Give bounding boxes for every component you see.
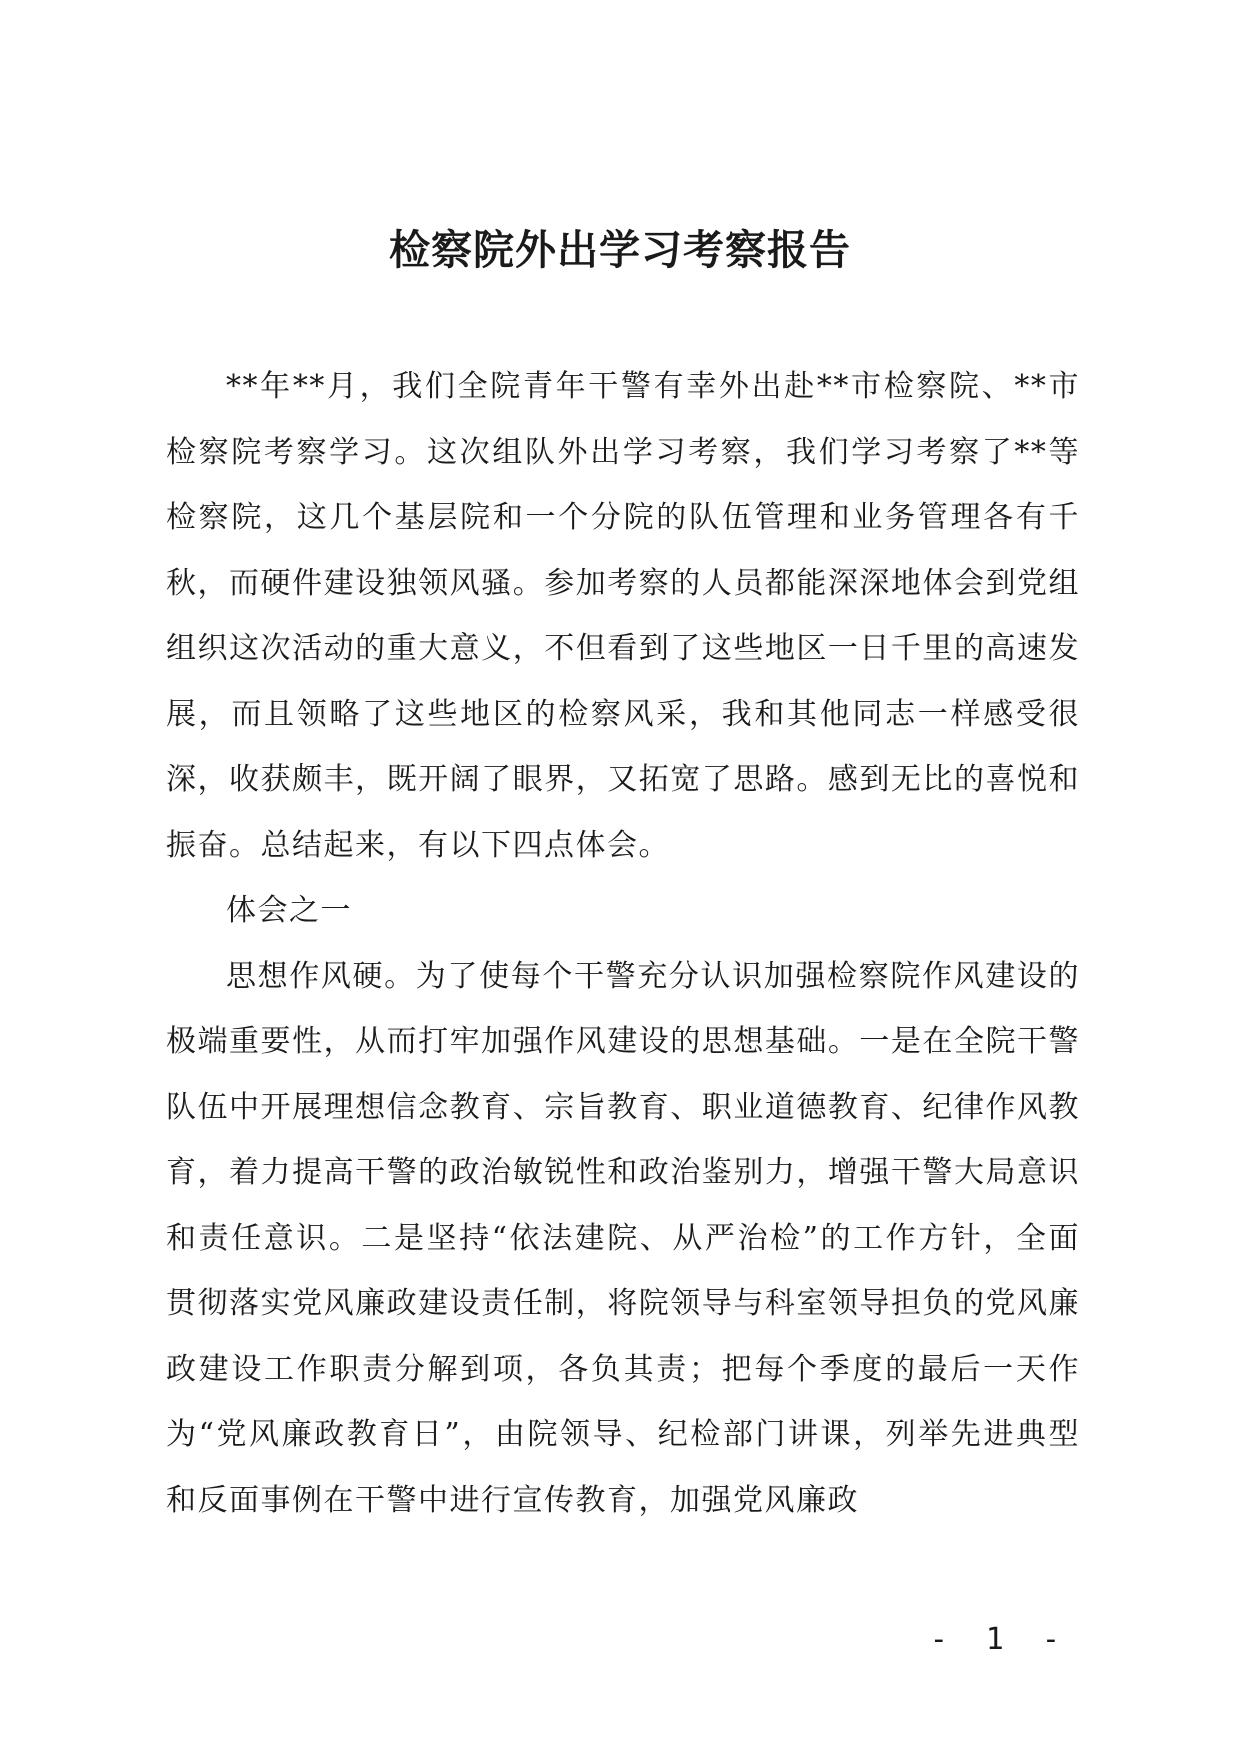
page-number: - 1 -	[929, 1622, 1070, 1657]
document-title: 检察院外出学习考察报告	[389, 226, 851, 274]
section-heading: 体会之一	[226, 893, 352, 928]
paragraph-intro: **年**月，我们全院青年干警有幸外出赴**市检察院、**市检察院考察学习。这次组队外出学习考察，我们学习考察了**等检察院，这几个基层院和一个分院的队伍管理和业务管理各有千秋，而硬件建设独领风骚。参加考察的人员都能深深地体会到党组组织这次活动的重大意义，不但看到了这些地区一日千里的高速发展，而且领略了这些地区的检察风采，我和其他同志一样感受很深，收获颇丰，既开阔了眼界，又拓宽了思路。感到无比的喜悦和振奋。总结起来，有以下四点体会。	[166, 369, 1080, 863]
paragraph-section-one: 思想作风硬。为了使每个干警充分认识加强检察院作风建设的极端重要性，从而打牢加强作风建设的思想基础。一是在全院干警队伍中开展理想信念教育、宗旨教育、职业道德教育、纪律作风教育，着力提高干警的政治敏锐性和政治鉴别力，增强干警大局意识和责任意识。二是坚持“依法建院、从严治检”的工作方针，全面贯彻落实党风廉政建设责任制，将院领导与科室领导担负的党风廉政建设工作职责分解到项，各负其责；把每个季度的最后一天作为“党风廉政教育日”，由院领导、纪检部门讲课，列举先进典型和反面事例在干警中进行宣传教育，加强党风廉政	[166, 958, 1080, 1518]
document-body	[166, 354, 1080, 1533]
